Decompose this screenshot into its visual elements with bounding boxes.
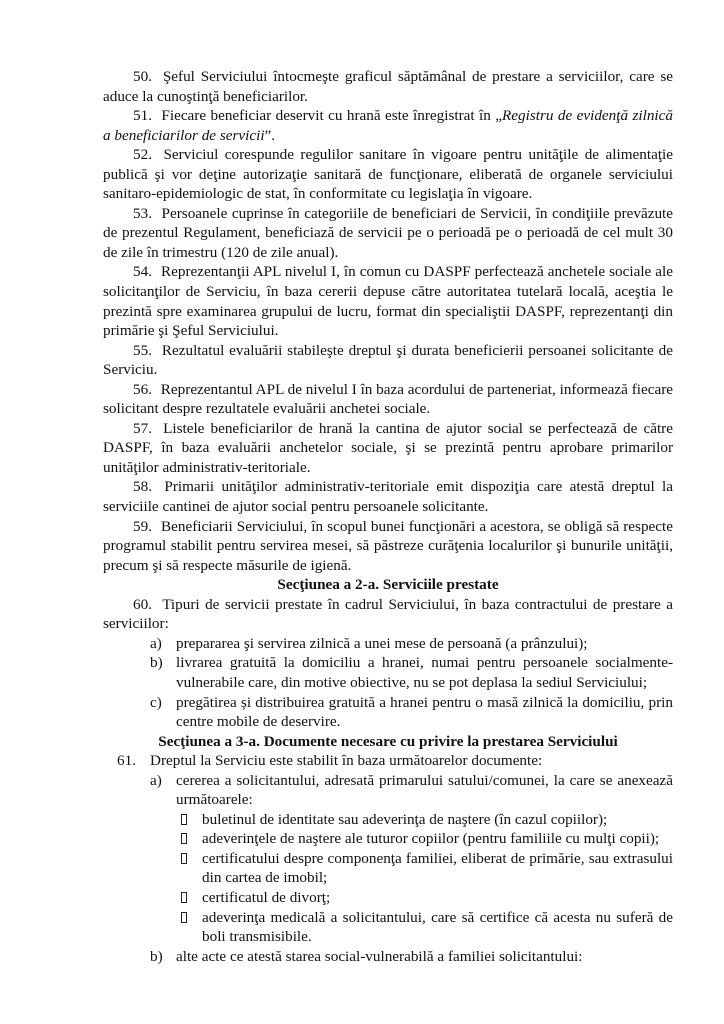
paragraph-text: Reprezentanţii APL nivelul I, în comun cu DASPF perfectează anchetele sociale ale solicitanţilor de Serviciu, în baza cererii depuse către autoritatea tutelară locală, aceştia le prezintă spre examinarea grupului de lucru, format din specialiştii DASPF, reprezentanţi din primărie şi Şeful Serviciului. [103,263,674,340]
paragraph-text: Serviciul corespunde regulilor sanitare în vigoare pentru unităţile de alimentaţie publică şi vor deţine autorizaţie sanitară de funcţionare, eliberată de organele serviciului sanitaro-epidemiologic de stat, în conformitate cu legislaţia în vigoare. [103,146,673,203]
missing-glyph-bullet-icon [181,912,187,923]
missing-glyph-bullet-icon [181,833,187,844]
list-item [103,653,673,692]
paragraph-55 [103,341,673,380]
paragraph-number: 59. [133,517,152,535]
paragraph-50 [103,67,673,106]
list-item [103,634,673,654]
paragraph-56 [103,380,673,419]
paragraph-number: 58. [133,478,152,496]
list-item-text: alte acte ce atestă starea social-vulnerabilă a familiei solicitantului: [176,947,583,965]
paragraph-text: Rezultatul evaluării stabileşte dreptul şi durata beneficierii persoanei solicitante de Serviciu. [103,341,674,379]
list-marker: b) [150,947,163,965]
paragraph-number: 53. [133,204,152,222]
paragraph-number: 55. [133,341,152,359]
list-marker: a) [150,771,162,789]
section-2-heading: Secţiunea a 2-a. Serviciile prestate [277,576,499,594]
paragraph-text: Listele beneficiarilor de hrană la cantina de ajutor social se perfectează de către DASPF, în baza evaluării anchetelor sociale, şi se prezintă pentru aprobare primarilor unităţilor administrativ-teritoriale. [103,419,673,476]
paragraph-59 [103,517,673,576]
bullet-item [103,810,673,830]
paragraph-text: Reprezentantul APL de nivelul I în baza acordului de parteneriat, informează fiecare solicitant despre rezultatele evaluării anchetei sociale. [103,380,674,418]
paragraph-text: Persoanele cuprinse în categoriile de beneficiari de Servicii, în condiţiile prevăzute de prezentul Regulament, beneficiază de servicii pe o perioadă pe o perioadă de cel mult 30 de zile în trimestru (120 de zile anual). [103,204,674,261]
paragraph-58 [103,477,673,516]
paragraph-51 [103,106,673,145]
paragraph-number: 57. [133,419,152,437]
paragraph-text: Primarii unităţilor administrativ-teritoriale emit dispoziţia care atestă dreptul la serviciile cantinei de ajutor social pentru persoanele solicitante. [103,478,674,516]
bullet-text: adeverinţele de naştere ale tuturor copiilor (pentru familiile cu mulţi copii); [202,830,660,848]
list-marker: b) [150,654,163,672]
document-page [103,67,673,966]
missing-glyph-bullet-icon [181,814,187,825]
paragraph-57 [103,419,673,478]
list-item [103,693,673,732]
paragraph-61 [103,751,673,771]
list-item-text: cererea a solicitantului, adresată primarului satului/comunei, la care se anexează următoarele: [176,771,673,809]
paragraph-text: Şeful Serviciului întocmeşte graficul săptămânal de prestare a serviciilor, care se aduce la cunoştinţă beneficiarilor. [103,68,674,105]
list-item [103,947,673,967]
paragraph-text: Tipuri de servicii prestate în cadrul Serviciului, în baza contractului de prestare a serviciilor: [103,595,673,633]
bullet-item [103,888,673,908]
paragraph-text: Dreptul la Serviciu este stabilit în baza următoarelor documente: [150,752,543,770]
list-item-text: livrarea gratuită la domiciliu a hranei, numai pentru persoanele socialmente-vulnerabile care, din motive obiective, nu se pot deplasa la sediul Serviciului; [176,654,673,691]
bullet-item [103,829,673,849]
paragraph-52 [103,145,673,204]
list-marker: a) [150,634,162,652]
bullet-text: buletinul de identitate sau adeverinţa de naştere (în cazul copiilor); [202,810,608,828]
list-item-text: prepararea şi servirea zilnică a unei mese de persoană (a prânzului); [176,634,588,652]
list-item [103,771,673,810]
bullet-item [103,908,673,947]
documents-list-continued [103,947,673,967]
service-types-list [103,634,673,732]
paragraph-number: 61. [117,752,136,770]
paragraph-number: 51. [133,107,152,125]
missing-glyph-bullet-icon [181,892,187,903]
paragraph-text: Beneficiarii Serviciului, în scopul bunei funcţionări a acestora, se obligă să respecte programul stabilit pentru servirea mesei, să păstreze curăţenia localurilor şi bunurile unităţii, precum şi să respecte măsurile de igienă. [103,517,673,574]
bullet-text: adeverinţa medicală a solicitantului, care să certifice că acesta nu suferă de boli transmisibile. [202,908,673,946]
paragraph-number: 56. [133,380,152,398]
paragraph-number: 52. [133,146,152,164]
paragraph-number: 60. [133,595,152,613]
list-item-text: pregătirea și distribuirea gratuită a hranei pentru o masă zilnică la domiciliu, prin centre mobile de deservire. [176,693,673,731]
paragraph-53 [103,204,673,263]
bullet-item [103,849,673,888]
paragraph-number: 54. [133,263,152,281]
attachments-list [103,810,673,947]
paragraph-60 [103,595,673,634]
paragraph-54 [103,262,673,340]
section-3-heading: Secţiunea a 3-a. Documente necesare cu privire la prestarea Serviciului [158,732,618,750]
missing-glyph-bullet-icon [181,853,187,864]
documents-list [103,771,673,810]
bullet-text: certificatul de divorţ; [202,888,331,906]
paragraph-text-end: ”. [264,126,276,144]
paragraph-number: 50. [133,68,152,85]
register-title-italic: Registru de evidenţă zilnică a beneficiarilor de servicii [103,107,673,144]
paragraph-text: Fiecare beneficiar deservit cu hrană este înregistrat în „ [161,107,502,125]
list-marker: c) [150,693,162,711]
bullet-text: certificatului despre componenţa familiei, eliberat de primărie, sau extrasului din cartea de imobil; [202,849,673,887]
